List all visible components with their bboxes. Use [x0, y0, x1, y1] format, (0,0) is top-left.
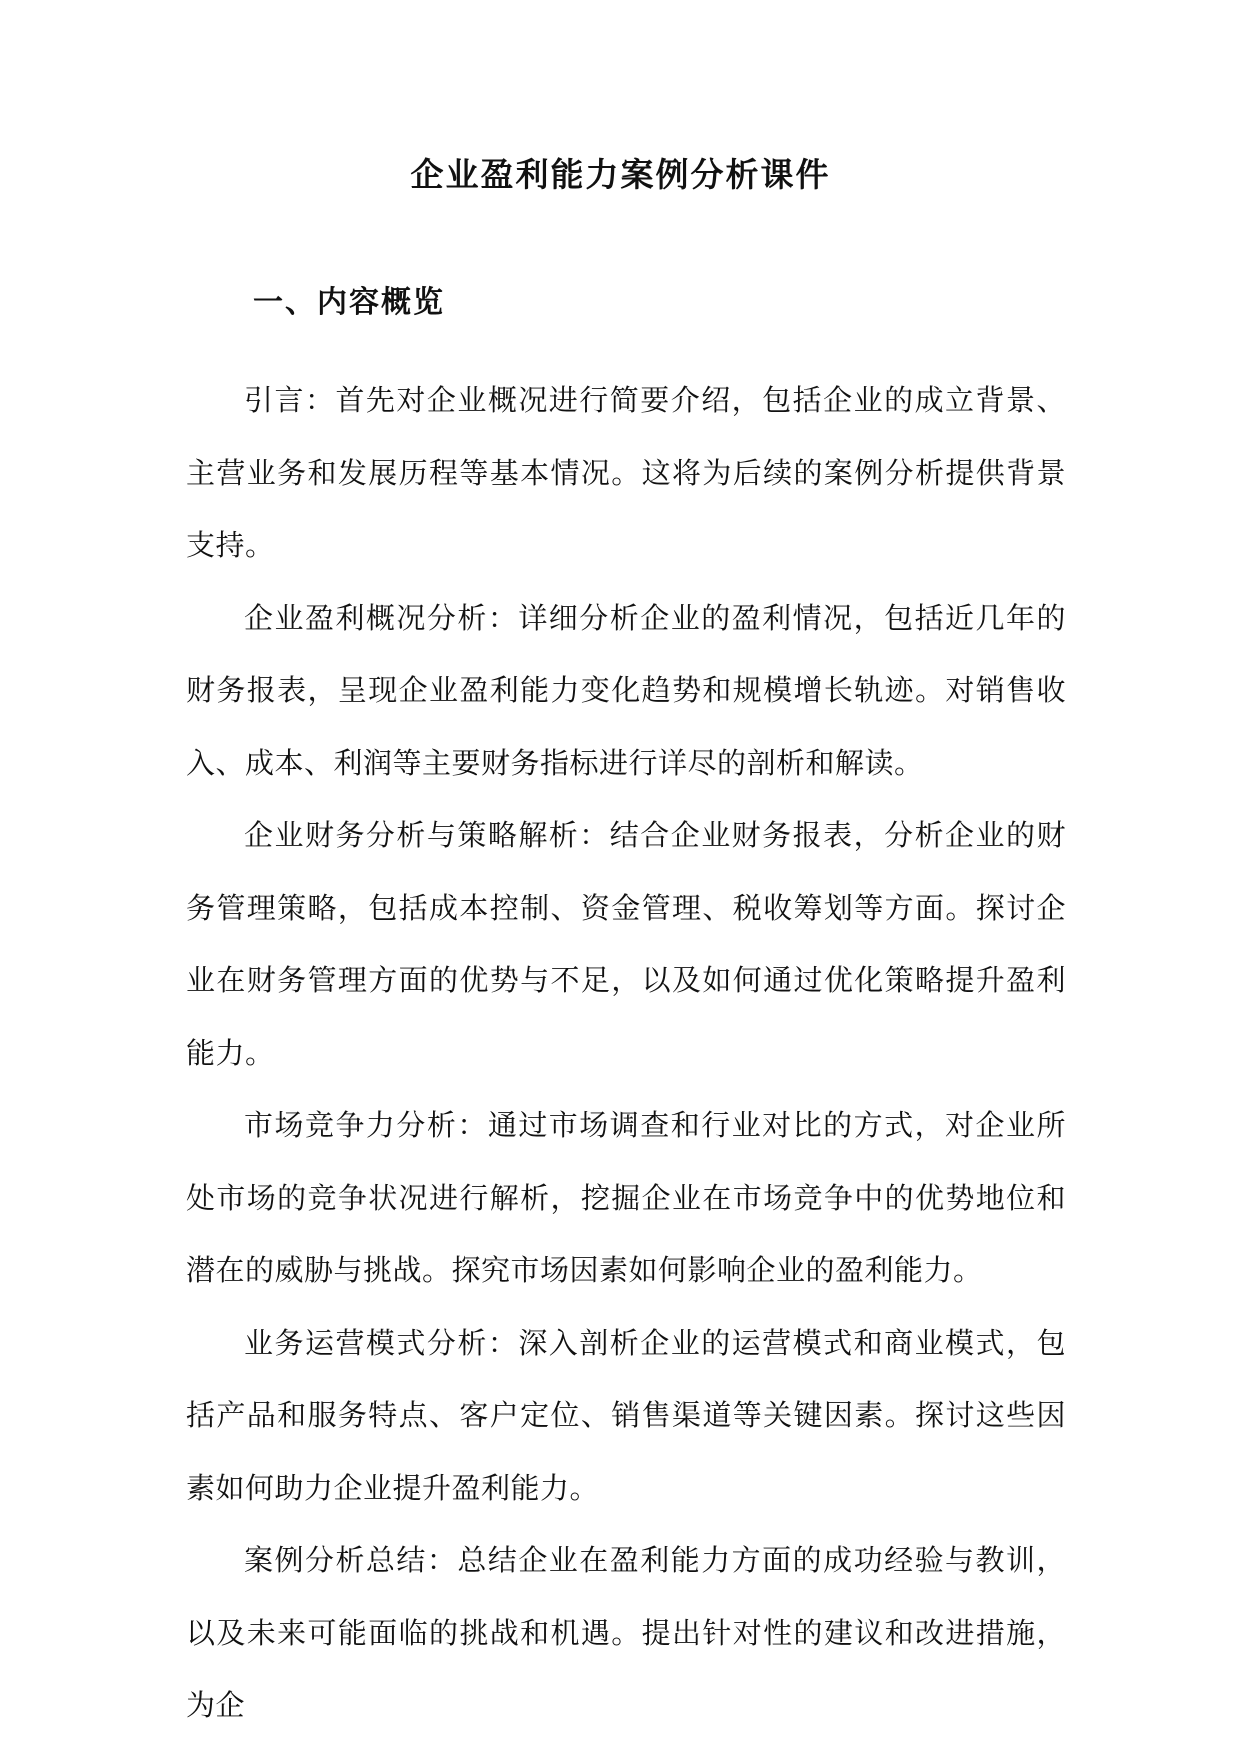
body-text: [186, 364, 1066, 1742]
paragraph-case-summary: 案例分析总结：总结企业在盈利能力方面的成功经验与教训，以及未来可能面临的挑战和机遇。提出针对性的建议和改进措施，为企: [186, 1543, 1066, 1722]
paragraph-profit-overview: 企业盈利概况分析：详细分析企业的盈利情况，包括近几年的财务报表，呈现企业盈利能力变化趋势和规模增长轨迹。对销售收入、成本、利润等主要财务指标进行详尽的剖析和解读。: [186, 600, 1066, 780]
paragraph-market-competitiveness: 市场竞争力分析：通过市场调查和行业对比的方式，对企业所处市场的竞争状况进行解析，挖掘企业在市场竞争中的优势地位和潜在的威胁与挑战。探究市场因素如何影响企业的盈利能力。: [186, 1108, 1066, 1287]
paragraph-financial-strategy: 企业财务分析与策略解析：结合企业财务报表，分析企业的财务管理策略，包括成本控制、资金管理、税收筹划等方面。探讨企业在财务管理方面的优势与不足，以及如何通过优化策略提升盈利能力。: [186, 818, 1066, 1070]
document-title: 企业盈利能力案例分析课件: [410, 155, 831, 194]
section-heading: 一、内容概览: [253, 285, 445, 320]
paragraph-business-model: 业务运营模式分析：深入剖析企业的运营模式和商业模式，包括产品和服务特点、客户定位、销售渠道等关键因素。探讨这些因素如何助力企业提升盈利能力。: [186, 1325, 1066, 1505]
paragraph-introduction: 引言：首先对企业概况进行简要介绍，包括企业的成立背景、主营业务和发展历程等基本情况。这将为后续的案例分析提供背景支持。: [186, 383, 1066, 562]
